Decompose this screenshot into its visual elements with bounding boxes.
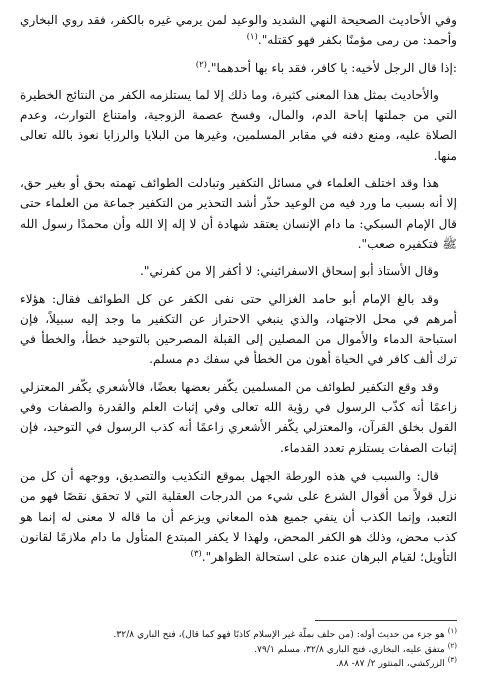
paragraph-cause [20,466,457,567]
footnote-text: الزركشي، المنثور ٢/ ٨٧- ٨٨. [335,658,445,669]
paragraph-hadith-quote [20,58,457,78]
paragraph-isfaraini: وقال الأستاذ أبو إسحاق الاسفرائيني: لا أكفر إلا من كفرني". [140,264,439,279]
footnote-number: (٣) [447,655,457,664]
footnote-2 [20,643,457,658]
footnote-number: (١) [447,626,457,635]
footnote-ref-3: (٣) [190,549,202,560]
footnote-text: هو جزء من حديث أوله: (من حلف بملّة غير الإسلام كاذبًا فهو كما قال)، فتح الباري ٣٢/٨. [113,629,445,640]
footnote-number: (٢) [447,641,457,650]
footnote-text: متفق عليه، البخاري، فتح الباري ٣٢/٨، مسلم ٧٩/١. [254,643,445,655]
paragraph-sects: وقد وقع التكفير لطوائف من المسلمين يكّفر بعضها بعضًا، فالأشعري يكّفر المعتزلي زاعمًا أنه كذّب الرسول في رؤية الله تعالى وفي إثبات العلم والقدرة والصفات وفي القول بخلق القرآن، والمعتزلي يكّفر الأشعري زاعمًا أنه كذب الرسول في التوحيد، فإن إثبات الصفات يستلزم تعدد القدماء. [20,379,457,455]
footnote-3 [20,657,457,672]
footnote-separator [315,620,457,621]
paragraph-text: قال: والسبب في هذه الورطة الجهل بموقع التكذيب والتصديق، ووجهه أن كل من نزل قولاً من أقوال الشرع على شيء من الدرجات العقلية التي لا تحقق نقصًا فهو من التعبد، وإنما الكذب أن ينفي جميع هذه المعاني ويزعم أن ما قاله لا معنى له إنما هو كذب محض، وذلك هو الكفر المحض، ولهذا لا يكفر المبتدع المتأول ما دام ملازمًا لقانون التأويل؛ لقيام البرهان عنده على استحالة الظواهر". [20,468,457,565]
paragraph-text: :إذا قال الرجل لأخيه: يا كافر، فقد باء بها أحدهما". [207,60,457,75]
footnote-ref-2: (٢) [195,59,207,70]
footnote-ref-1: (١) [246,32,258,43]
paragraph-hadith-warning [20,10,457,51]
footnotes [20,628,457,672]
paragraph-consequences: والأحاديث بمثل هذا المعنى كثيرة، وما ذلك إلا لما يستلزمه الكفر من النتائج الخطيرة التي من جملتها إباحة الدم، والمال، وفسخ عصمة الزوجية، وامتناع التوارث، وعدم الصلاة عليه، ومنع دفنه في مقابر المسلمين، وغيرها من البلايا والرزايا نعوذ بالله تعالى منها. [20,87,457,163]
paragraph-ghazali: وقد بالغ الإمام أبو حامد الغزالي حتى نفى الكفر عن كل الطوائف فقال: هؤلاء أمرهم في محل الاجتهاد، والذي ينبغي الاحتراز عن التكفير ما وجد إليه سبيلاً، فإن استباحة الدماء والأموال من المصلين إلى القبلة المصرحين بالتوحيد خطأ، والخطأ في ترك ألف كافر في الحياة أهون من الخطأ في سفك دم مسلم. [20,291,457,367]
footnote-1 [20,628,457,643]
paragraph-text: وفي الأحاديث الصحيحة النهي الشديد والوعيد لمن يرمي غيره بالكفر، فقد روي البخاري وأحمد: من رمى مؤمنًا بكفر فهو كقتله". [20,13,457,48]
paragraph-scholars-warning: هذا وقد اختلف العلماء في مسائل التكفير وتبادلت الطوائف تهمته بحق أو بغير حق، إلا أنه بسبب ما ورد فيه من الوعيد حذّر أشد التحذير من التكفير جماعة من العلماء حتى قال الإمام السبكي: ما دام الإنسان يعتقد شهادة أن لا إله إلا الله وأن محمدًا رسول الله ﷺ فتكفيره صعب". [20,176,457,251]
